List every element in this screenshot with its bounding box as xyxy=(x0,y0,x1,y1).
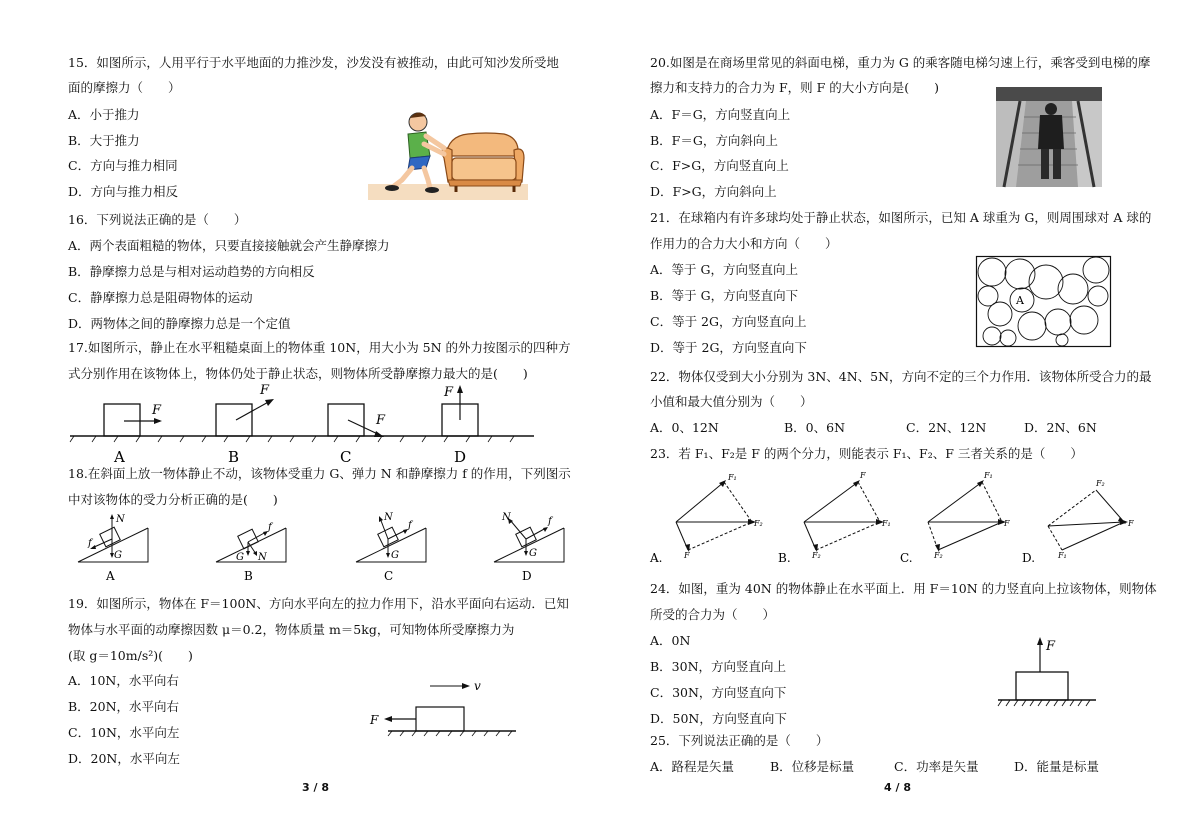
q19-velocity-label: v xyxy=(474,679,481,693)
page-number-left: 3 / 8 xyxy=(302,781,329,794)
q21-stem-line1: 21．在球箱内有许多球均处于静止状态，如图所示，已知 A 球重为 G，则周围球对 A 球的 xyxy=(650,210,1152,225)
q25-option-b: B．位移是标量 xyxy=(770,759,855,774)
q15-stem-line1: 15．如图所示，人用平行于水平地面的力推沙发，沙发没有被推动，由此可知沙发所受地 xyxy=(68,55,559,70)
q21-option-b: B．等于 G，方向竖直向下 xyxy=(650,288,799,303)
q18-c-label-n: N xyxy=(384,512,393,523)
q22-option-a: A．0、12N xyxy=(650,420,719,435)
q23-d-label-f: F xyxy=(1128,519,1134,528)
q19-option-b: B．20N，水平向右 xyxy=(68,699,180,714)
q24-force-diagram xyxy=(996,632,1100,712)
q17-force-label-c: F xyxy=(376,413,386,428)
q20-option-c: C．F>G，方向竖直向上 xyxy=(650,158,789,173)
q18-a-label-f: f xyxy=(88,538,92,549)
q17-figure-label-d: D xyxy=(454,448,467,466)
q21-stem-line2: 作用力的合力大小和方向（ ） xyxy=(650,236,838,251)
q24-option-a: A．0N xyxy=(650,633,691,648)
q16-option-a: A．两个表面粗糙的物体，只要直接接触就会产生静摩擦力 xyxy=(68,238,390,253)
q18-figure-label-d: D xyxy=(522,569,532,583)
q23-c-label-f1: F₁ xyxy=(984,471,993,480)
q25-option-d: D．能量是标量 xyxy=(1014,759,1100,774)
q23-b-label-f1: F₁ xyxy=(882,519,891,528)
q21-option-a: A．等于 G，方向竖直向上 xyxy=(650,262,798,277)
q22-option-d: D．2N、6N xyxy=(1024,420,1097,435)
q23-c-label-f: F xyxy=(1004,519,1010,528)
q20-option-a: A．F＝G，方向竖直向上 xyxy=(650,107,791,122)
q23-d-label-f2: F₂ xyxy=(1096,479,1105,488)
q19-stem-line2: 物体与水平面的动摩擦因数 μ＝0.2，物体质量 m＝5kg，可知物体所受摩擦力为 xyxy=(68,622,515,637)
ball-box-diagram xyxy=(976,256,1112,348)
page-number-right: 4 / 8 xyxy=(884,781,911,794)
q25-option-a: A．路程是矢量 xyxy=(650,759,735,774)
q19-stem-line3: (取 g＝10m/s²)( ) xyxy=(68,648,193,663)
q18-d-label-g: G xyxy=(529,548,537,559)
q18-figure-label-c: C xyxy=(384,569,394,583)
q23-a-label-f2: F₂ xyxy=(754,519,763,528)
q20-option-d: D．F>G，方向斜向上 xyxy=(650,184,777,199)
ball-a-label: A xyxy=(1016,294,1024,307)
q24-option-b: B．30N，方向竖直向上 xyxy=(650,659,787,674)
q17-force-diagrams xyxy=(66,380,536,468)
q18-stem-line2: 中对该物体的受力分析正确的是( ) xyxy=(68,492,278,507)
q16-option-c: C．静摩擦力总是阻碍物体的运动 xyxy=(68,290,253,305)
q17-force-label-b: F xyxy=(260,383,270,398)
q18-d-label-f: f xyxy=(548,516,552,527)
q19-force-label: F xyxy=(370,713,379,727)
q18-b-label-g: G xyxy=(236,552,244,563)
q18-c-label-f: f xyxy=(408,520,412,531)
q16-stem: 16．下列说法正确的是（ ） xyxy=(68,212,247,227)
q20-stem-line1: 20.如图是在商场里常见的斜面电梯，重力为 G 的乘客随电梯匀速上行，乘客受到电梯的摩 xyxy=(650,55,1151,70)
q17-figure-label-c: C xyxy=(340,448,352,466)
q17-figure-label-b: B xyxy=(228,448,240,466)
q23-b-label-f2: F₂ xyxy=(812,551,821,560)
q16-option-d: D．两物体之间的静摩擦力总是一个定值 xyxy=(68,316,291,331)
q22-stem-line1: 22．物体仅受到大小分别为 3N、4N、5N，方向不定的三个力作用．该物体所受合力的最 xyxy=(650,369,1152,384)
q23-d-label-f1: F₁ xyxy=(1058,551,1067,560)
escalator-photo xyxy=(996,87,1102,187)
q18-figure-label-a: A xyxy=(106,569,115,583)
q23-a-label-f1: F₁ xyxy=(728,473,737,482)
q15-option-b: B．大于推力 xyxy=(68,133,140,148)
q25-option-c: C．功率是矢量 xyxy=(894,759,979,774)
q20-stem-line2: 擦力和支持力的合力为 F，则 F 的大小方向是( ) xyxy=(650,80,940,95)
q24-stem-line1: 24．如图，重为 40N 的物体静止在水平面上．用 F＝10N 的力竖直向上拉该物体，则物体 xyxy=(650,581,1157,596)
q19-option-d: D．20N，水平向左 xyxy=(68,751,180,766)
q23-figure-label-c: C. xyxy=(900,551,913,565)
q17-force-label-d: F xyxy=(444,385,454,400)
q19-stem-line1: 19．如图所示，物体在 F＝100N、方向水平向左的拉力作用下，沿水平面向右运动．已知 xyxy=(68,596,569,611)
q21-option-c: C．等于 2G，方向竖直向上 xyxy=(650,314,807,329)
exam-page-4 xyxy=(600,0,1200,831)
q23-vector-diagrams xyxy=(648,470,1168,566)
q18-b-label-f: f xyxy=(268,522,272,533)
q17-stem-line2: 式分别作用在该物体上，物体仍处于静止状态，则物体所受静摩擦力最大的是( ) xyxy=(68,366,528,381)
q23-a-label-f: F xyxy=(684,551,690,560)
q19-option-a: A．10N，水平向右 xyxy=(68,673,179,688)
q18-figure-label-b: B xyxy=(244,569,253,583)
q21-option-d: D．等于 2G，方向竖直向下 xyxy=(650,340,807,355)
q24-stem-line2: 所受的合力为（ ） xyxy=(650,607,776,622)
q17-stem-line1: 17.如图所示，静止在水平粗糙桌面上的物体重 10N，用大小为 5N 的外力按图示的四种方 xyxy=(68,340,571,355)
q18-a-label-g: G xyxy=(114,550,122,561)
q20-option-b: B．F＝G，方向斜向上 xyxy=(650,133,778,148)
q23-figure-label-d: D. xyxy=(1022,551,1036,565)
q25-stem: 25．下列说法正确的是（ ） xyxy=(650,733,829,748)
q18-stem-line1: 18.在斜面上放一物体静止不动，该物体受重力 G、弹力 N 和静摩擦力 f 的作用，下列图示 xyxy=(68,466,571,481)
q18-a-label-n: N xyxy=(116,514,125,525)
q23-c-label-f2: F₂ xyxy=(934,551,943,560)
q17-figure-label-a: A xyxy=(114,448,125,466)
q23-figure-label-a: A. xyxy=(650,551,663,565)
q24-option-c: C．30N，方向竖直向下 xyxy=(650,685,787,700)
q15-stem-line2: 面的摩擦力（ ） xyxy=(68,80,181,95)
q18-b-label-n: N xyxy=(258,552,267,563)
q18-d-label-n: N xyxy=(502,512,511,523)
q23-stem: 23．若 F₁、F₂是 F 的两个分力，则能表示 F₁、F₂、F 三者关系的是（ ） xyxy=(650,446,1083,461)
q22-stem-line2: 小值和最大值分别为（ ） xyxy=(650,394,813,409)
q24-force-label: F xyxy=(1046,639,1056,654)
q15-option-d: D．方向与推力相反 xyxy=(68,184,179,199)
q19-drag-diagram xyxy=(366,676,526,742)
person-pushing-sofa-illustration xyxy=(368,108,528,203)
q15-option-c: C．方向与推力相同 xyxy=(68,158,178,173)
q15-option-a: A．小于推力 xyxy=(68,107,140,122)
q24-option-d: D．50N，方向竖直向下 xyxy=(650,711,787,726)
q18-c-label-g: G xyxy=(391,550,399,561)
q23-b-label-f: F xyxy=(860,471,866,480)
q19-option-c: C．10N，水平向左 xyxy=(68,725,180,740)
q16-option-b: B．静摩擦力总是与相对运动趋势的方向相反 xyxy=(68,264,315,279)
q23-figure-label-b: B. xyxy=(778,551,791,565)
q18-incline-diagrams xyxy=(76,512,576,586)
q22-option-b: B．0、6N xyxy=(784,420,846,435)
q22-option-c: C．2N、12N xyxy=(906,420,987,435)
q17-force-label-a: F xyxy=(152,403,162,418)
